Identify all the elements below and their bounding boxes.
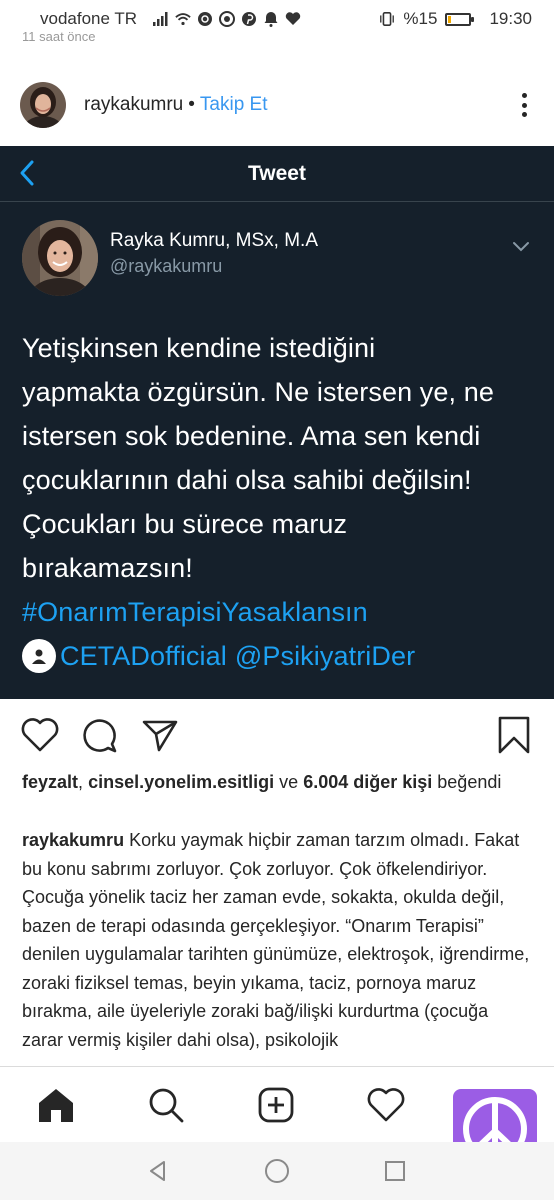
search-icon[interactable]	[146, 1085, 186, 1125]
battery-level-fill	[448, 16, 451, 23]
heart-icon	[285, 11, 301, 27]
wifi-icon	[175, 11, 191, 27]
tweet-line: çocuklarının dahi olsa sahibi değilsin!	[22, 465, 472, 495]
tweet-author-avatar	[22, 220, 98, 296]
tweet-line: Yetişkinsen kendine istediğini	[22, 333, 376, 363]
more-options-icon[interactable]	[514, 90, 534, 120]
sync-icon	[197, 11, 213, 27]
tweet-hashtag: #OnarımTerapisiYasaklansın	[22, 597, 368, 627]
battery-percent: %15	[403, 9, 438, 28]
tweet-header-title: Tweet	[248, 161, 306, 185]
post-header	[0, 76, 554, 134]
follow-button[interactable]: Takip Et	[199, 94, 268, 115]
carrier-label: vodafone TR	[40, 9, 138, 28]
likes-separator: ,	[78, 772, 84, 792]
tweet-line: Çocukları bu sürece maruz	[22, 509, 348, 539]
tweet-line: yapmakta özgürsün. Ne istersen ye, ne	[22, 377, 494, 407]
system-back-icon[interactable]	[145, 1158, 171, 1184]
tweet-mention-cetad: CETADofficial	[60, 641, 227, 671]
post-username[interactable]: raykakumru	[84, 94, 184, 115]
system-recents-icon[interactable]	[382, 1158, 408, 1184]
battery-icon	[445, 13, 471, 26]
add-post-icon[interactable]	[256, 1085, 296, 1125]
likes-others-count[interactable]: 6.004 diğer kişi	[303, 772, 433, 792]
likes-suffix: beğendi	[437, 772, 502, 792]
share-send-icon[interactable]	[140, 715, 180, 755]
post-author-avatar[interactable]	[20, 82, 66, 128]
tweet-screenshot	[0, 146, 554, 699]
comment-icon[interactable]	[80, 715, 120, 755]
chevron-down-icon	[510, 240, 532, 254]
liker-feyzalt[interactable]: feyzalt	[22, 772, 79, 792]
likes-connector: ve	[279, 772, 299, 792]
tweet-mentions	[22, 634, 532, 678]
pinterest-icon	[241, 11, 257, 27]
clock: 19:30	[489, 9, 532, 28]
like-heart-icon[interactable]	[20, 715, 60, 755]
vibrate-icon	[379, 11, 395, 27]
tweet-mention-psikiyatri: @PsikiyatriDer	[234, 641, 416, 671]
system-home-icon[interactable]	[264, 1158, 290, 1184]
separator-dot: •	[188, 94, 195, 115]
bookmark-save-icon[interactable]	[494, 715, 534, 755]
tweet-author-name: Rayka Kumru, MSx, M.A	[110, 230, 318, 251]
post-time-ago: 11 saat önce	[22, 30, 96, 44]
home-icon[interactable]	[36, 1085, 76, 1125]
post-action-bar	[0, 710, 554, 760]
activity-heart-icon[interactable]	[366, 1085, 406, 1125]
signal-icon	[153, 11, 169, 27]
system-navigation-bar	[0, 1142, 554, 1200]
tweet-author-row	[0, 202, 554, 296]
caption-username[interactable]: raykakumru	[22, 830, 125, 850]
likes-summary	[22, 770, 532, 794]
post-caption	[22, 826, 534, 1064]
tagged-user-icon[interactable]	[22, 639, 56, 673]
caption-text: Korku yaymak hiçbir zaman tarzım olmadı. Fakat bu konu sabrımı zorluyor. Çok zorluyor. Çok öfkelendiriyor. Çocuğa yönelik taciz her zaman evde, sokakta, okulda değil, bazen de terapi odasında gerçekleşiyor. “Onarım Terapisi” denilen uygulamalar tarihten günümüze, elektroşok, iğrendirme, zoraki fiziksel temas, beyin yıkama, taciz, pornoya maruz bırakma, aile üyeleriyle zoraki bağ/ilişki kurdurtma (çocuğa zarar vermiş kişiler dahi olsa), psikolojik	[22, 830, 530, 1050]
tweet-topbar	[0, 146, 554, 202]
tweet-line: bırakamazsın!	[22, 553, 193, 583]
tweet-line: istersen sok bedenine. Ama sen kendi	[22, 421, 481, 451]
bell-icon	[263, 11, 279, 27]
liker-cinsel-yonelim[interactable]: cinsel.yonelim.esitligi	[88, 772, 275, 792]
tweet-body	[0, 296, 554, 678]
tweet-author-handle: @raykakumru	[110, 256, 223, 276]
back-chevron-icon	[14, 158, 44, 188]
target-icon	[219, 11, 235, 27]
